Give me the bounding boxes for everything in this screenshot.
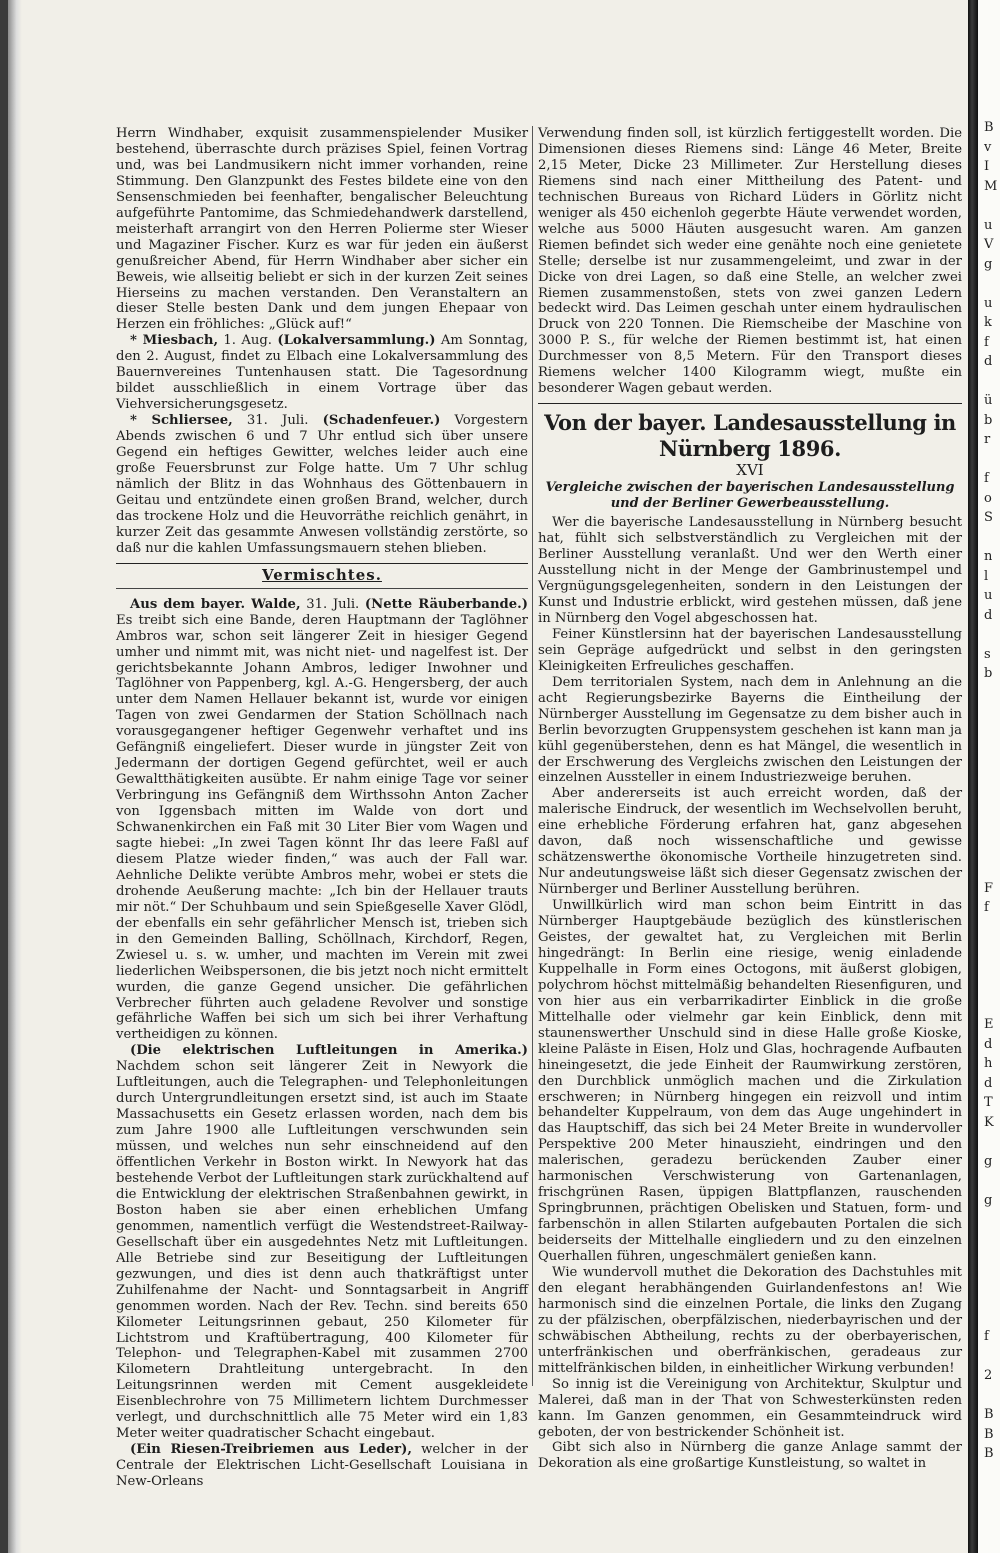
section-title: Vermischtes. [262, 565, 382, 584]
article-paragraph: Wie wundervoll muthet die Dekoration des Dachstuhles mit den elegant herabhängenden Guirlandenfestons an! Wie harmonisch sind die einzelnen Portale, die links den Zugang zu der pfälzischen, oberpfälzischen, niederbayrischen und der schwäbischen Abtheilung, rechts zu der oberbayerischen, unterfränkischen und oberfränkischen, geradeaus zur mittelfränkischen bilden, in einheitlicher Wirkung verbunden! [538, 1265, 962, 1376]
fragment-letter: B [984, 1407, 994, 1422]
fragment-letter [984, 1171, 1000, 1191]
report-heading: (Die elektrischen Luftleitungen in Amerika.) [130, 1043, 528, 1059]
fragment-letter: u [984, 217, 993, 233]
fragment-letter: n [984, 549, 993, 564]
fragment-letter [984, 1269, 1000, 1289]
report-tag: (Lokalversammlung.) [277, 333, 436, 349]
fragment-letter: f [984, 900, 989, 915]
fragment-letter: T [984, 1095, 993, 1110]
fragment-letter: E [984, 1017, 994, 1032]
fragment-letter: r [984, 432, 991, 447]
fragment-letter: F [984, 880, 994, 896]
fragment-letter: d [984, 607, 993, 623]
next-page-fragments [984, 118, 1000, 1464]
article-paragraph: Wer die bayerische Landesausstellung in Nürnberg besucht hat, fühlt sich selbstverständlich zu Vergleichen mit der Berliner Ausstellung veranlaßt. Und wer den Werth einer Ausstellung nicht in der Menge der Gambrinustempel und Vergnügungsgelegenheiten, sondern in den Leistungen der Kunst und Industrie erblickt, wird gestehen müssen, daß jene in Nürnberg den Vogel abgeschossen hat. [538, 515, 962, 626]
fragment-letter [984, 801, 1000, 821]
fragment-letter [984, 1132, 1000, 1152]
fragment-letter: B [984, 120, 994, 135]
fragment-letter [984, 742, 1000, 762]
section-rule [116, 563, 528, 564]
report-bayerwald [116, 597, 528, 1044]
fragment-letter [984, 859, 1000, 879]
fragment-letter: g [984, 1192, 993, 1208]
fragment-letter [984, 918, 1000, 938]
article-subtitle: Vergleiche zwischen der bayerischen Landesausstellung und der Berliner Gewerbeausstellung. [545, 480, 955, 511]
article-title: Von der bayer. Landesausstellung in Nürnberg 1896. [544, 410, 956, 462]
fragment-letter: 2 [984, 1368, 993, 1383]
column-divider [532, 126, 533, 1386]
fragment-letter: s [984, 646, 991, 662]
fragment-letter [984, 1288, 1000, 1308]
fragment-letter: f [984, 471, 989, 486]
fragment-letter [984, 625, 1000, 645]
fragment-letter: u [984, 588, 993, 603]
article-paragraph: So innig ist die Vereinigung von Architektur, Skulptur und Malerei, daß man in der That von Schwesterkünsten reden kann. Im Ganzen genommen, ein Gesammteindruck wird geboten, der von bestrickender Schönheit ist. [538, 1376, 962, 1440]
report-tag: (Nette Räuberbande.) [364, 596, 528, 612]
fragment-letter: v [984, 139, 992, 155]
right-column [538, 126, 962, 1472]
fragment-letter: h [984, 1056, 993, 1071]
fragment-letter [984, 372, 1000, 392]
fragment-letter [984, 1230, 1000, 1250]
fragment-letter: S [984, 510, 993, 525]
section-rule-bottom [116, 588, 528, 589]
fragment-letter: d [984, 354, 993, 369]
fragment-letter [984, 781, 1000, 801]
fragment-letter [984, 762, 1000, 782]
report-text: Es treibt sich eine Bande, deren Hauptmann der Taglöhner Ambros war, schon seit längerer Zeit in hiesiger Gegend umher und nimmt mit, was nicht niet- und nagelfest ist. Der gerichtsbekannte Johann Ambros, lediger Inwohner und Taglöhner von Pappenberg, kgl. A.-G. Hengersberg, der auch unter dem Namen Hellauer bekannt ist, wurde vor einigen Tagen von zwei Gendarmen der Station Schöllnach nach vorausgegangener heftiger Gegenwehr verhaftet und ins Gefängniß eingeliefert. Dieser wurde in jüngster Zeit von Jedermann der dortigen Gegend gefürchtet, weil er auch Gewaltthätigkeiten ausübte. Er nahm einige Tage vor seiner Verbringung ins Gefängniß dem Wirthssohn Anton Zacher von Iggensbach mitten im Walde von dort und Schwanenkirchen ein Faß mit 30 Liter Bier vom Wagen und sagte hiebei: „In zwei Tagen könnt Ihr das leere Faßl auf diesem Platze wieder finden,“ was auch der Fall war. Aehnliche Delikte verübte Ambros mehr, wobei er stets die drohende Aeußerung machte: „Ich bin der Hellauer trauts mir nöt.“ Der Schuhbaum und sein Spießgeselle Xaver Glödl, der ebenfalls ein sehr gefährlicher Mensch ist, trieben sich in den Gemeinden Balling, Schöllnach, Kirchdorf, Regen, Zwiesel u. s. w. umher, und machten im Verein mit zwei liederlichen Weibspersonen, die bis jetzt noch nicht ermittelt wurden, die ganze Gegend unsicher. Die gefährlichen Verbrecher führten auch geladene Revolver und sonstige gefährliche Waffen bei sich um sich bei ihrer Verhaftung vertheidigen zu können. [116, 612, 528, 1043]
fragment-letter: u [984, 295, 993, 311]
article-rule [538, 403, 962, 404]
fragment-letter: V [984, 237, 994, 252]
fragment-letter: I [984, 159, 990, 174]
report-place: Aus dem bayer. Walde, [130, 596, 301, 612]
page-gutter [968, 0, 978, 1553]
report-text: welcher in der Centrale der Elektrischen Licht-Gesellschaft Louisiana in New-Orleans [116, 1442, 528, 1490]
fragment-letter [984, 1347, 1000, 1367]
fragment-letter: f [984, 334, 989, 350]
fragment-letter: g [984, 1153, 993, 1169]
fragment-letter [984, 996, 1000, 1016]
fragment-letter [984, 937, 1000, 957]
article-paragraph: Unwillkürlich wird man schon beim Eintritt in das Nürnberger Hauptgebäude bezüglich des künstlerischen Geistes, der gewaltet hat, zu Vergleichen mit Berlin hingedrängt: In Berlin eine riesige, wenig einladende Kuppelhalle in Form eines Octogons, mit äußerst globigen, polychrom höchst mittelmäßig behandelten Riesenfiguren, und von hier aus ein verbarrikadirter Einblick in die große Mittelhalle oder vielmehr gar kein Einblick, denn mit staunenswerther Unschuld sind in diese Halle große Kioske, kleine Paläste in Eisen, Holz und Glas, hochragende Aufbauten hineingesetzt, die jede Einheit der Raumwirkung zerstören, den Durchblick unmöglich machen und die Zirkulation erschweren; in Nürnberg hingegen ein reizvoll und intim behandelter Kuppelraum, von dem das Auge ungehindert in das Hauptschiff, das sich bei 24 Meter Breite in wundervoller Perspektive 200 Meter hinauszieht, eindringen und den malerischen, geradezu berückenden Zauber einer harmonischen Verschwisterung von Gartenanlagen, frischgrünen Rasen, üppigen Blattpflanzen, rauschenden Springbrunnen, prächtigen Obelisken und Statuen, form- und farbenschön in allen Stilarten aufgebauten Portalen die sich beiderseits der Mittelhalle eingliedern und zu den einzelnen Querhallen führen, ungeschmälert genießen kann. [538, 898, 962, 1265]
article-numeral: XVI [736, 461, 764, 480]
fragment-letter [984, 1249, 1000, 1269]
fragment-letter: f [984, 1329, 989, 1344]
report-text: Am Sonntag, den 2. August, findet zu Elbach eine Lokalversammlung des Bauernvereines Tuntenhausen statt. Die Tagesordnung bildet ausschließlich in einem Vortrage über das Viehversicherungsgesetz. [116, 333, 528, 413]
fragment-letter [984, 528, 1000, 548]
report-date: 31. Juli. [246, 413, 309, 429]
report-luftleitungen [116, 1043, 528, 1442]
fragment-letter [984, 703, 1000, 723]
fragment-letter [984, 1210, 1000, 1230]
fragment-letter [984, 723, 1000, 743]
report-date: 1. Aug. [223, 333, 272, 349]
article-paragraph: Feiner Künstlersinn hat der bayerischen Landesausstellung sein Gepräge aufgedrückt und selbst in den geringsten Kleinigkeiten Erfreuliches geschaffen. [538, 626, 962, 674]
report-text: Vorgestern Abends zwischen 6 und 7 Uhr entlud sich über unsere Gegend ein heftiges Gewitter, welches leider auch eine große Feuersbrunst zur Folge hatte. Um 7 Uhr schlug nämlich der Blitz in das Wohnhaus des Göttenbauern in Geitau und entzündete einen großen Brand, welcher, durch das trockene Holz und die Heuvorräthe reichlich genährt, in kurzer Zeit das gesammte Anwesen vollständig zerstörte, so daß nur die kahlen Umfassungsmauern stehen blieben. [116, 413, 528, 556]
report-heading: (Ein Riesen-Treibriemen aus Leder), [130, 1442, 412, 1458]
article-paragraph: Aber andererseits ist auch erreicht worden, daß der malerische Eindruck, der wesentlich im Wechselvollen beruht, eine erhebliche Förderung erfahren hat, ganz abgesehen davon, daß noch wissenschaftliche und gewisse schätzenswerthe ökonomische Vortheile hinzugetreten sind. Nur andeutungsweise läßt sich dieser Gegensatz zwischen der Nürnberger und Berliner Ausstellung berühren. [538, 786, 962, 898]
fragment-letter: k [984, 315, 992, 330]
left-column [116, 126, 528, 1490]
fragment-letter: l [984, 568, 989, 584]
fragment-letter: B [984, 1426, 994, 1442]
fragment-letter: K [984, 1114, 994, 1130]
fragment-letter: d [984, 1036, 993, 1052]
article-paragraph: Dem territorialen System, nach dem in Anlehnung an die acht Regierungsbezirke Bayerns die Eintheilung der Nürnberger Ausstellung im Gegensatze zu dem bisher auch in Berlin bevorzugten Gruppensystem geschehen ist kann man ja kühl gegenüberstehen, denn es hat Mängel, die wesentlich in der Erschwerung des Vergleichs zwischen den Leistungen der einzelnen Aussteller in einem Industriezweige beruhen. [538, 674, 962, 786]
report-text: Nachdem schon seit längerer Zeit in Newyork die Luftleitungen, auch die Telegraphen- und Telephonleitungen durch Untergrundleitungen ersetzt sind, ist auch im Staate Massachusetts ein Gesetz erlassen worden, nach dem bis zum Jahre 1900 alle Luftleitungen verschwunden sein müssen, und welches nun sehr einschneidend auf den öffentlichen Verkehr in Boston wirkt. In Newyork hat das bestehende Verbot der Luftleitungen stark zurückhaltend auf die Entwicklung der elektrischen Straßenbahnen gewirkt, in Boston haben sie aber einen erheblichen Umfang genommen, namentlich verfügt die Westendstreet-Railway-Gesellschaft über ein ausgedehntes Netz mit Luftleitungen. Alle Betriebe sind zur Beseitigung der Luftleitungen gezwungen, und dies ist denn auch thatkräftigst unter Zuhilfenahme der Nacht- und Sonntagsarbeit in Angriff genommen worden. Nach der Rev. Techn. sind bereits 650 Kilometer Leitungsrinnen gebaut, 250 Kilometer für Lichtstrom und Kraftübertragung, 400 Kilometer für Telephon- und Telegraphen-Kabel mit zusammen 2700 Kilometern Drahtleitung untergebracht. In den Leitungsrinnen werden mit Cement ausgekleidete Eisenblechrohre von 75 Millimetern lichtem Durchmesser verlegt, und durchschnittlich alle 75 Meter wird ein 1,83 Meter weiter quadratischer Schacht eingebaut. [116, 1059, 528, 1442]
fragment-letter: M [984, 178, 998, 194]
report-date: 31. Juli. [306, 596, 360, 612]
fragment-letter [984, 1308, 1000, 1328]
fragment-letter [984, 196, 1000, 216]
fragment-letter [984, 957, 1000, 977]
continuation-paragraph: Herrn Windhaber, exquisit zusammenspielender Musiker bestehend, überraschte durch präzises Spiel, feinen Vortrag und, was bei Landmusikern nicht immer vorhanden, reine Stimmung. Den Glanzpunkt des Festes bildete eine von den Sensenschmieden bei feenhafter, bengalischer Beleuchtung aufgeführte Pantomime, das Schmiedehandwerk darstellend, meisterhaft arrangirt von den Herren Polierme ster Wieser und Magaziner Fischer. Kurz es war für jeden ein äußerst genußreicher Abend, für Herrn Windhaber aber sicher ein Beweis, wie allseitig beliebt er sich in der kurzen Zeit seines Hierseins zu machen verstanden. Den Veranstaltern an dieser Stelle besten Dank und dem jungen Ehepaar von Herzen ein fröhliches: „Glück auf!“ [116, 126, 528, 333]
fragment-letter: o [984, 490, 992, 506]
fragment-letter [984, 450, 1000, 470]
fragment-letter [984, 976, 1000, 996]
report-miesbach [116, 333, 528, 413]
fragment-letter: b [984, 666, 993, 681]
fragment-letter: b [984, 412, 993, 428]
fragment-letter [984, 684, 1000, 704]
report-tag: (Schadenfeuer.) [322, 413, 441, 429]
fragment-letter: d [984, 1075, 993, 1091]
article-paragraph: Gibt sich also in Nürnberg die ganze Anlage sammt der Dekoration als eine großartige Kunstleistung, so waltet in [538, 1440, 962, 1472]
fragment-letter: g [984, 256, 993, 272]
report-schliersee [116, 413, 528, 557]
fragment-letter [984, 274, 1000, 294]
fragment-letter: ü [984, 393, 993, 408]
binding-shadow [8, 0, 22, 1553]
report-place: * Schliersee, [130, 413, 233, 429]
fragment-letter [984, 820, 1000, 840]
report-riemen [116, 1442, 528, 1490]
fragment-letter [984, 1386, 1000, 1406]
fragment-letter: B [984, 1446, 994, 1461]
next-page-edge [968, 0, 1000, 1553]
report-place: * Miesbach, [130, 333, 219, 349]
riemen-continuation: Verwendung finden soll, ist kürzlich fertiggestellt worden. Die Dimensionen dieses Riemens sind: Länge 46 Meter, Breite 2,15 Meter, Dicke 23 Millimeter. Zur Herstellung dieses Riemens sind nach einer Mittheilung des Patent- und technischen Bureaus von Richard Lüders in Görlitz nicht weniger als 450 eichenloh gegerbte Häute verwendet worden, welche aus 5000 Häuten ausgesucht waren. Am ganzen Riemen befindet sich weder eine genähte noch eine genietete Stelle; derselbe ist nur zusammengeleimt, und zwar in der Dicke von drei Lagen, so daß eine Stelle, an welcher zwei Riemen zusammenstoßen, stets von zwei ganzen Ledern bedeckt wird. Das Leimen geschah unter einem hydraulischen Druck von 220 Tonnen. Die Riemscheibe der Maschine von 3000 P. S., für welche der Riemen bestimmt ist, hat einen Durchmesser von 8,5 Metern. Für den Transport dieses Riemens welcher 1400 Kilogramm wiegt, mußte ein besonderer Wagen gebaut werden. [538, 126, 962, 397]
fragment-letter [984, 840, 1000, 860]
newspaper-page [8, 0, 968, 1553]
